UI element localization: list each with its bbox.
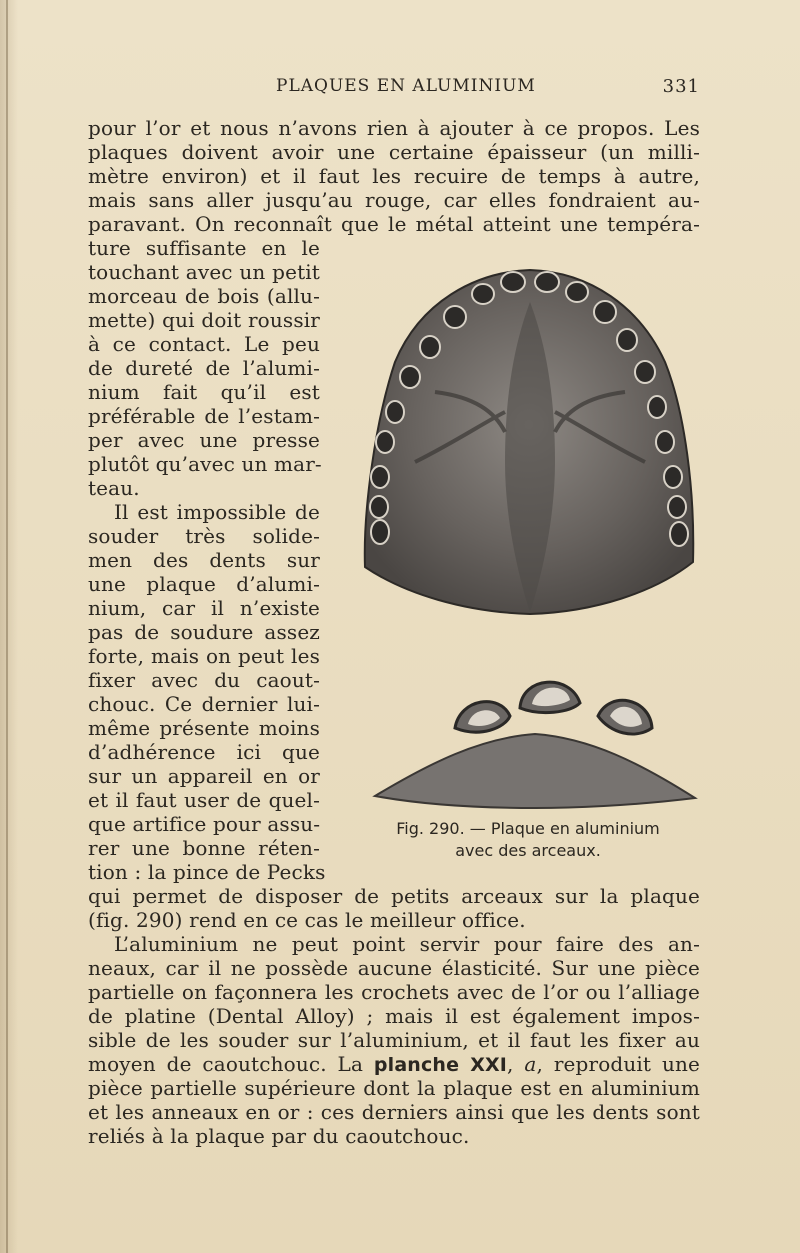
column-line: nium fait qu’il est	[88, 380, 320, 404]
column-line: Il est impossible de	[114, 500, 320, 524]
text-line: neaux, car il ne possède aucune élasticité. Sur une pièce	[88, 956, 700, 980]
column-line: per avec une presse	[88, 428, 320, 452]
column-line: plutôt qu’avec un mar-	[88, 452, 322, 476]
plate-reference: planche XXI	[373, 1054, 508, 1076]
figure-plate-front-view	[370, 668, 700, 810]
running-title: PLAQUES EN ALUMINIUM	[276, 76, 536, 96]
text-line: mais sans aller jusqu’au rouge, car elles fondraient au-	[88, 188, 700, 212]
text-line: pièce partielle supérieure dont la plaque est en aluminium	[88, 1076, 700, 1100]
column-line: rer une bonne réten-	[88, 836, 320, 860]
column-line: pas de soudure assez	[88, 620, 320, 644]
text-line: reliés à la plaque par du caoutchouc.	[88, 1124, 470, 1148]
column-line: morceau de bois (allu-	[88, 284, 320, 308]
column-line: fixer avec du caout-	[88, 668, 320, 692]
figure-caption: Fig. 290. — Plaque en aluminium	[396, 819, 660, 838]
column-line: que artifice pour assu-	[88, 812, 321, 836]
reference-letter: a	[524, 1052, 537, 1076]
column-line: ture suffisante en le	[88, 236, 320, 260]
text-line: de platine (Dental Alloy) ; mais il est également impos-	[88, 1004, 700, 1028]
column-line: tion : la pince de Pecks	[88, 860, 326, 884]
column-line: préférable de l’estam-	[88, 404, 320, 428]
column-line: même présente moins	[88, 716, 320, 740]
text-line: plaques doivent avoir une certaine épaisseur (un milli-	[88, 140, 700, 164]
column-line: de dureté de l’alumi-	[88, 356, 320, 380]
figure-plate-top-view	[355, 262, 700, 624]
text-segment: ,	[507, 1052, 525, 1076]
column-line: forte, mais on peut les	[88, 644, 320, 668]
running-head	[88, 76, 700, 102]
column-line: nium, car il n’existe	[88, 596, 320, 620]
text-line: et les anneaux en or : ces derniers ainsi que les dents sont	[88, 1100, 700, 1124]
text-line: mètre environ) et il faut les recuire de temps à autre,	[88, 164, 700, 188]
page-edge	[6, 0, 8, 1253]
figure-caption-continued: avec des arceaux.	[455, 841, 601, 860]
column-line: touchant avec un petit	[88, 260, 320, 284]
column-line: à ce contact. Le peu	[88, 332, 320, 356]
text-line-with-reference	[88, 1052, 700, 1077]
column-line: teau.	[88, 476, 140, 500]
column-line: et il faut user de quel-	[88, 788, 320, 812]
text-segment: , reproduit une	[536, 1052, 701, 1076]
column-line: mette) qui doit roussir	[88, 308, 320, 332]
column-line: chouc. Ce dernier lui-	[88, 692, 320, 716]
text-line: (fig. 290) rend en ce cas le meilleur office.	[88, 908, 526, 932]
page-number: 331	[662, 76, 700, 97]
plate-edge	[375, 734, 695, 808]
text-line: qui permet de disposer de petits arceaux sur la plaque	[88, 884, 700, 908]
text-line: L’aluminium ne peut point servir pour faire des an-	[114, 932, 700, 956]
text-line: paravant. On reconnaît que le métal atteint une tempéra-	[88, 212, 700, 236]
column-line: men des dents sur	[88, 548, 320, 572]
text-segment: moyen de caoutchouc. La	[88, 1052, 374, 1076]
text-line: partielle on façonnera les crochets avec de l’or ou l’alliage	[88, 980, 700, 1004]
text-line: sible de les souder sur l’aluminium, et il faut les fixer au	[88, 1028, 700, 1052]
column-line: sur un appareil en or	[88, 764, 320, 788]
column-line: souder très solide-	[88, 524, 320, 548]
column-line: une plaque d’alumi-	[88, 572, 320, 596]
column-line: d’adhérence ici que	[88, 740, 320, 764]
text-line: pour l’or et nous n’avons rien à ajouter à ce propos. Les	[88, 116, 700, 140]
